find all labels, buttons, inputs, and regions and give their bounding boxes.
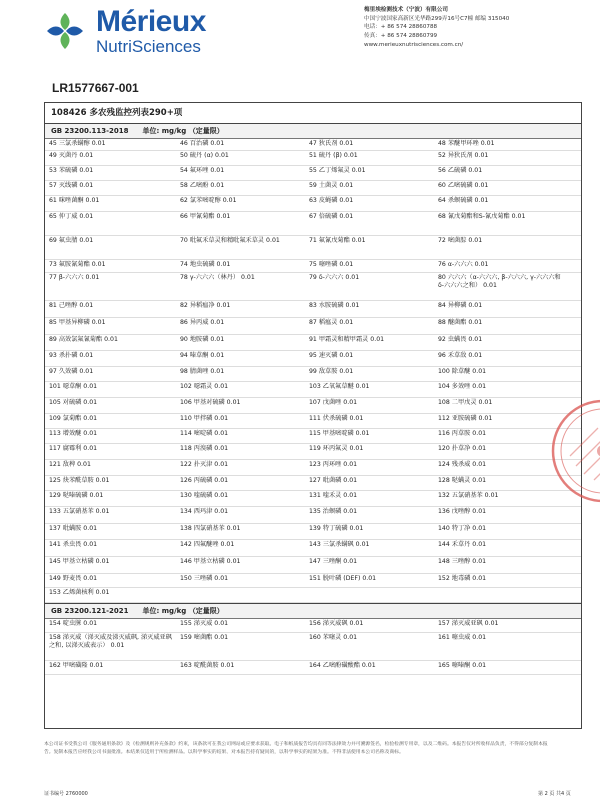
pesticide-cell: 145 甲基立枯磷 0.01 [49, 558, 110, 565]
pesticide-cell: 132 五氯硝基苯 0.01 [438, 492, 499, 499]
pesticide-cell: 126 丙硫磷 0.01 [180, 477, 229, 484]
table-row [45, 524, 581, 540]
table-row [45, 196, 581, 212]
pesticide-cell: 83 水胺硫磷 0.01 [309, 302, 360, 309]
pesticide-cell: 107 戊菌唑 0.01 [309, 399, 358, 406]
pesticide-cell: 100 除草醚 0.01 [438, 368, 487, 375]
table-title: 108426 多农残监控列表290+项 [45, 103, 581, 124]
pesticide-cell: 155 涕灭威 0.01 [180, 620, 229, 627]
pesticide-cell: 99 敌草胺 0.01 [309, 368, 354, 375]
pesticide-cell: 137 吡螨胺 0.01 [49, 525, 98, 532]
pesticide-cell: 122 扑灭津 0.01 [180, 461, 229, 468]
table-row [45, 444, 581, 460]
pesticide-cell: 71 氟氰戊菊酯 0.01 [309, 237, 366, 244]
sections-container [45, 124, 581, 675]
pesticide-cell: 119 环丙氟灵 0.01 [309, 445, 364, 452]
pesticide-cell: 156 涕灭威砜 0.01 [309, 620, 364, 627]
table-row [45, 260, 581, 273]
table-row [45, 382, 581, 398]
pesticide-cell: 80 六六六（α-六六六, β-六六六, γ-六六六和δ-六六六之和） 0.01 [438, 274, 561, 289]
standard-code: GB 23200.121-2021 [51, 607, 129, 615]
pesticide-cell: 70 吡氟禾草灵和精吡氟禾草灵 0.01 [180, 237, 280, 244]
pesticide-cell: 118 丙溴磷 0.01 [180, 445, 229, 452]
pesticide-cell: 154 啶虫脒 0.01 [49, 620, 98, 627]
pesticide-cell: 144 禾草丹 0.01 [438, 541, 487, 548]
pesticide-cell: 68 氰戊菊酯和S-氰戊菊酯 0.01 [438, 213, 526, 220]
pesticide-cell: 77 β-六六六 0.01 [49, 274, 100, 281]
pesticide-cell: 74 地虫硫磷 0.01 [180, 261, 231, 268]
pesticide-cell: 150 三唑磷 0.01 [180, 575, 229, 582]
pesticide-cell: 114 嘧啶磷 0.01 [180, 430, 229, 437]
table-row [45, 540, 581, 557]
pesticide-cell: 86 异丙威 0.01 [180, 319, 225, 326]
pesticide-cell: 91 甲霜灵和精甲霜灵 0.01 [309, 336, 385, 343]
pesticide-cell: 160 苯噻灵 0.01 [309, 634, 358, 641]
pesticide-cell: 62 氯苯嘧啶醇 0.01 [180, 197, 237, 204]
pesticide-cell: 108 二甲戊灵 0.01 [438, 399, 493, 406]
pesticide-cell: 141 杀虫畏 0.01 [49, 541, 98, 548]
pesticide-cell: 140 特丁净 0.01 [438, 525, 487, 532]
pesticide-cell: 125 炔苯酰草胺 0.01 [49, 477, 110, 484]
logo-subtitle: NutriSciences [96, 37, 201, 56]
pesticide-cell: 92 虫螨畏 0.01 [438, 336, 483, 343]
pesticide-cell: 64 杀螟硫磷 0.01 [438, 197, 489, 204]
pesticide-cell: 75 噻唑磷 0.01 [309, 261, 354, 268]
pesticide-cell: 116 丙草胺 0.01 [438, 430, 487, 437]
pesticide-cell: 96 禾草敌 0.01 [438, 352, 483, 359]
pesticide-cell: 105 对硫磷 0.01 [49, 399, 98, 406]
table-row [45, 166, 581, 181]
pesticide-cell: 55 乙丁烯氟灵 0.01 [309, 167, 366, 174]
pesticide-cell: 136 戊唑醇 0.01 [438, 508, 487, 515]
section-header [45, 124, 581, 139]
pesticide-cell: 82 异稻瘟净 0.01 [180, 302, 231, 309]
pesticide-cell: 69 氟虫腈 0.01 [49, 237, 94, 244]
pesticide-cell: 134 西玛津 0.01 [180, 508, 229, 515]
results-table [44, 102, 582, 729]
certificate-number: 证书编号 2760000 [44, 791, 88, 797]
pesticide-cell: 165 噻嗪酮 0.01 [438, 662, 487, 669]
table-row [45, 367, 581, 382]
page-number: 第 2 页 共4 页 [538, 791, 571, 797]
pesticide-cell: 120 扑草净 0.01 [438, 445, 487, 452]
pesticide-cell: 123 丙环唑 0.01 [309, 461, 358, 468]
pesticide-cell: 164 乙嘧酚磺酸酯 0.01 [309, 662, 376, 669]
table-row [45, 351, 581, 367]
pesticide-cell: 57 灭线磷 0.01 [49, 182, 94, 189]
table-row [45, 491, 581, 507]
footer-note: 本公司证书受我公司《服务通用条款》及《检测规则补充条款》约束，该条款可在我公司网站或应要求获取。电子和纸质报告均具有同等法律效力并可溯源签名，检验检测专用章，以及二维码。本报告仅对所收样品负责，不得部分复制本报告。复制本报告应经我公司书面批准。本结果仅适用于所检测样品。以科学事实的结果、对本报告持有疑问的，以科学事实的结果为准。不得非法使用本公司名称及商标。 [44, 742, 548, 755]
pesticide-cell: 115 甲基嘧啶磷 0.01 [309, 430, 370, 437]
table-row [45, 574, 581, 588]
pesticide-cell: 158 涕灭威（涕灭威及涕灭威砜, 涕灭威亚砜之和, 以涕灭威表示） 0.01 [49, 634, 172, 649]
pesticide-cell [434, 588, 563, 602]
pesticide-cell: 79 δ-六六六 0.01 [309, 274, 360, 281]
pesticide-cell: 45 三氯杀螨醇 0.01 [49, 140, 106, 147]
pesticide-cell: 148 三唑醇 0.01 [438, 558, 487, 565]
pesticide-cell: 128 哒螨灵 0.01 [438, 477, 487, 484]
pesticide-cell: 152 地毒磷 0.01 [438, 575, 487, 582]
pesticide-cell: 50 硫丹 (α) 0.01 [180, 152, 229, 159]
pesticide-cell: 104 多效唑 0.01 [438, 383, 487, 390]
pesticide-cell: 67 倍硫磷 0.01 [309, 213, 354, 220]
pesticide-cell: 95 速灭磷 0.01 [309, 352, 354, 359]
unit-label: 单位: mg/kg （定量限） [142, 127, 224, 135]
pesticide-cell: 89 高效氯氟氰菊酯 0.01 [49, 336, 118, 343]
pesticide-cell: 48 苯醚甲环唑 0.01 [438, 140, 495, 147]
table-row [45, 633, 581, 661]
pesticide-cell: 49 灭菌丹 0.01 [49, 152, 94, 159]
pesticide-cell: 101 噁草酮 0.01 [49, 383, 98, 390]
pesticide-cell: 73 氟胺氰菊酯 0.01 [49, 261, 106, 268]
pesticide-cell: 85 甲基异柳磷 0.01 [49, 319, 106, 326]
company-phone: 电话：+ 86 574 28860788 [364, 24, 438, 31]
pesticide-cell: 146 甲基立枯磷 0.01 [180, 558, 241, 565]
pesticide-cell: 121 敌稗 0.01 [49, 461, 91, 468]
table-row [45, 460, 581, 476]
pesticide-cell: 56 乙硫磷 0.01 [438, 167, 483, 174]
pesticide-cell [305, 588, 434, 602]
pesticide-cell: 129 哒嗪硫磷 0.01 [49, 492, 104, 499]
table-row [45, 476, 581, 491]
merieux-logo [44, 4, 224, 68]
pesticide-cell: 103 乙氧氟草醚 0.01 [309, 383, 370, 390]
pesticide-cell: 63 皮蝇磷 0.01 [309, 197, 354, 204]
pesticide-cell: 130 喹硫磷 0.01 [180, 492, 229, 499]
pesticide-cell: 149 野麦畏 0.01 [49, 575, 98, 582]
pesticide-cell: 58 乙嘧酚 0.01 [180, 182, 225, 189]
pesticide-cell: 159 嘧菌酯 0.01 [180, 634, 229, 641]
pesticide-cell: 151 脱叶磷 (DEF) 0.01 [309, 575, 377, 582]
pesticide-cell: 153 乙烯菌核利 0.01 [49, 589, 110, 596]
pesticide-cell: 81 己唑醇 0.01 [49, 302, 94, 309]
pesticide-cell: 54 氟环唑 0.01 [180, 167, 225, 174]
table-row [45, 181, 581, 196]
pesticide-cell: 124 残杀威 0.01 [438, 461, 487, 468]
unit-label: 单位: mg/kg （定量限） [142, 607, 224, 615]
pesticide-cell: 65 仲丁威 0.01 [49, 213, 94, 220]
table-row [45, 619, 581, 633]
table-row [45, 236, 581, 260]
pesticide-cell: 131 喹禾灵 0.01 [309, 492, 358, 499]
pesticide-cell: 78 γ-六六六（林丹） 0.01 [180, 274, 255, 281]
pesticide-cell: 138 四氯硝基苯 0.01 [180, 525, 241, 532]
pesticide-cell: 53 苯硫磷 0.01 [49, 167, 94, 174]
pesticide-cell [176, 588, 305, 602]
table-row [45, 335, 581, 351]
pesticide-cell: 163 啶酰菌胺 0.01 [180, 662, 235, 669]
pesticide-cell: 106 甲基对硫磷 0.01 [180, 399, 241, 406]
pesticide-cell: 143 三氯杀螨砜 0.01 [309, 541, 370, 548]
pesticide-cell: 61 咪唑菌酮 0.01 [49, 197, 100, 204]
pesticide-cell: 109 氯菊酯 0.01 [49, 415, 98, 422]
pesticide-cell: 66 甲氰菊酯 0.01 [180, 213, 231, 220]
table-row [45, 301, 581, 318]
table-row [45, 414, 581, 429]
pesticide-cell: 117 腐霉利 0.01 [49, 445, 98, 452]
pesticide-cell: 157 涕灭威亚砜 0.01 [438, 620, 499, 627]
standard-code: GB 23200.113-2018 [51, 127, 129, 135]
pesticide-cell: 60 乙嘧硫磷 0.01 [438, 182, 489, 189]
lab-stamp-seal [548, 396, 600, 506]
pesticide-cell: 147 三唑酮 0.01 [309, 558, 358, 565]
pesticide-cell: 59 土菌灵 0.01 [309, 182, 354, 189]
table-row [45, 212, 581, 236]
table-row [45, 557, 581, 574]
pesticide-cell: 113 增效醚 0.01 [49, 430, 98, 437]
pesticide-cell: 111 伏杀硫磷 0.01 [309, 415, 364, 422]
logo-name: Mérieux [96, 5, 206, 38]
pesticide-cell: 84 异柳磷 0.01 [438, 302, 483, 309]
table-row [45, 273, 581, 301]
pesticide-cell: 47 狄氏剂 0.01 [309, 140, 354, 147]
table-row [45, 398, 581, 414]
pesticide-cell: 102 噁霜灵 0.01 [180, 383, 229, 390]
pesticide-cell: 72 嘧菌腙 0.01 [438, 237, 483, 244]
pesticide-cell: 127 吡菌磷 0.01 [309, 477, 358, 484]
company-address: 中国宁波国家高新区光华路299弄16号C7幢 邮编 315040 [364, 15, 510, 22]
table-row [45, 139, 581, 151]
company-website[interactable]: www.merieuxnutrisciences.com.cn/ [364, 41, 464, 48]
table-row [45, 661, 581, 675]
table-row [45, 429, 581, 444]
pesticide-cell: 76 α-六六六 0.01 [438, 261, 489, 268]
company-name: 梅里埃检测技术（宁波）有限公司 [364, 7, 448, 13]
company-info [364, 6, 509, 50]
pesticide-cell: 88 醚菌酯 0.01 [438, 319, 483, 326]
pesticide-cell: 142 四氟醚唑 0.01 [180, 541, 235, 548]
pesticide-cell: 162 甲嘧磺隆 0.01 [49, 662, 104, 669]
section-header [45, 603, 581, 619]
company-fax: 传真：+ 86 574 28860799 [364, 33, 438, 40]
pesticide-cell: 161 噻虫威 0.01 [438, 634, 487, 641]
table-row [45, 507, 581, 524]
pesticide-cell: 90 地胺磷 0.01 [180, 336, 225, 343]
report-id: LR1577667-001 [52, 81, 139, 95]
table-row [45, 318, 581, 335]
pesticide-cell: 52 异狄氏剂 0.01 [438, 152, 489, 159]
pesticide-cell: 94 嗪草酮 0.01 [180, 352, 225, 359]
pesticide-cell: 93 杀扑磷 0.01 [49, 352, 94, 359]
pesticide-cell: 87 稻瘟灵 0.01 [309, 319, 354, 326]
table-row [45, 588, 581, 603]
pesticide-cell: 139 特丁硫磷 0.01 [309, 525, 364, 532]
pesticide-cell: 133 五氯硝基苯 0.01 [49, 508, 110, 515]
pesticide-cell: 51 硫丹 (β) 0.01 [309, 152, 358, 159]
pesticide-cell: 97 久效磷 0.01 [49, 368, 94, 375]
pesticide-cell: 135 治螟磷 0.01 [309, 508, 358, 515]
table-row [45, 151, 581, 166]
pesticide-cell: 110 甲拌磷 0.01 [180, 415, 229, 422]
logo-leaf-icon [44, 10, 86, 52]
pesticide-cell: 112 亚胺硫磷 0.01 [438, 415, 493, 422]
pesticide-cell: 46 百治磷 0.01 [180, 140, 225, 147]
pesticide-cell: 98 腈菌唑 0.01 [180, 368, 225, 375]
